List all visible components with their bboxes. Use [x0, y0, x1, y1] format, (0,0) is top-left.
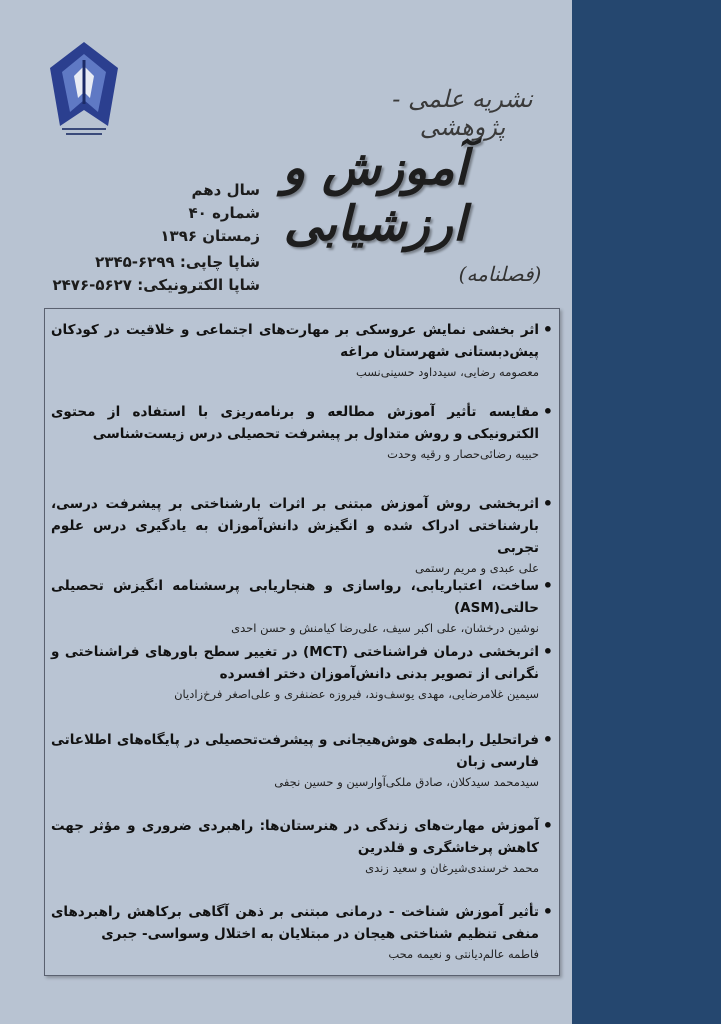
- article-item: [51, 575, 553, 637]
- article-title: • مقایسه تأثیر آموزش مطالعه و برنامه‌ریزی با استفاده از محتوی الکترونیکی و روش متداول بر پیشرفت تحصیلی درس زیست‌شناسی: [51, 401, 553, 445]
- article-item: [51, 493, 553, 577]
- article-authors: علی عبدی و مریم رستمی: [414, 561, 539, 575]
- article-item: [51, 641, 553, 703]
- article-authors: معصومه رضایی، سیدداود حسینی‌نسب: [355, 365, 539, 379]
- journal-subtitle: نشریه علمی - پژوهشی: [392, 85, 533, 141]
- volume-year: سال دهم: [191, 181, 260, 199]
- article-title: • ساخت، اعتباریابی، رواسازی و هنجاریابی پرسشنامه انگیزش تحصیلی حالتی(ASM): [51, 575, 553, 619]
- article-authors: سیدمحمد سیدکلان، صادق ملکی‌آوارسین و حسین نجفی: [274, 775, 539, 789]
- article-item: [51, 729, 553, 791]
- article-item: [51, 815, 553, 877]
- article-title: • اثربخشی درمان فراشناختی (MCT) در تغییر سطح باورهای فراشناختی و نگرانی از تصویر بدنی دانش‌آموزان دختر افسرده: [51, 641, 553, 685]
- article-title: • آموزش مهارت‌های زندگی در هنرستان‌ها: راهبردی ضروری و مؤثر جهت کاهش پرخاشگری و قلدرین: [51, 815, 553, 859]
- article-item: [51, 401, 553, 463]
- article-authors: حبیبه رضائی‌حصار و رقیه وحدت: [387, 447, 539, 461]
- article-authors: محمد خرسندی‌شیرغان و سعید زندی: [365, 861, 539, 875]
- article-title: • فراتحلیل رابطه‌ی هوش‌هیجانی و پیشرفت‌تحصیلی در پایگاه‌های اطلاعاتی فارسی زبان: [51, 729, 553, 773]
- journal-frequency: (فصلنامه): [458, 262, 542, 286]
- article-title: • تأثیر آموزش شناخت - درمانی مبتنی بر ذهن آگاهی برکاهش راهبردهای منفی تنظیم شناختی هیجان در مبتلایان به اختلال وسواسی- جبری: [51, 901, 553, 945]
- contents-box: [44, 308, 560, 976]
- article-title: • اثربخشی روش آموزش مبتنی بر اثرات بارشناختی بر پیشرفت درسی، بارشناختی ادراک شده و انگیزش دانش‌آموزان به یادگیری درس علوم تجربی: [51, 493, 553, 559]
- article-title: • اثر بخشی نمایش عروسکی بر مهارت‌های اجتماعی و خلاقیت در کودکان پیش‌دبستانی شهرستان مراغه: [51, 319, 553, 363]
- article-item: [51, 319, 553, 381]
- journal-title: آموزش و ارزشیابی: [282, 140, 468, 252]
- issue-number: شماره ۴۰: [188, 204, 260, 222]
- cover-spine: [572, 0, 721, 1024]
- issue-season: زمستان ۱۳۹۶: [160, 227, 260, 245]
- article-authors: سیمین غلامرضایی، مهدی یوسف‌وند، فیروزه عضنفری و علی‌اصغر فرخ‌زادیان: [174, 687, 539, 701]
- article-authors: فاطمه عالم‌دیانتی و نعیمه محب: [388, 947, 539, 961]
- article-authors: نوشین درخشان، علی اکبر سیف، علی‌رضا کیامنش و حسن احدی: [231, 621, 539, 635]
- issn-online: شاپا الکترونیکی: ۵۶۲۷-۲۴۷۶: [52, 276, 260, 294]
- article-item: [51, 901, 553, 963]
- issn-print: شاپا چاپی: ۶۲۹۹-۲۳۴۵: [95, 253, 260, 271]
- university-emblem-icon: [48, 40, 120, 140]
